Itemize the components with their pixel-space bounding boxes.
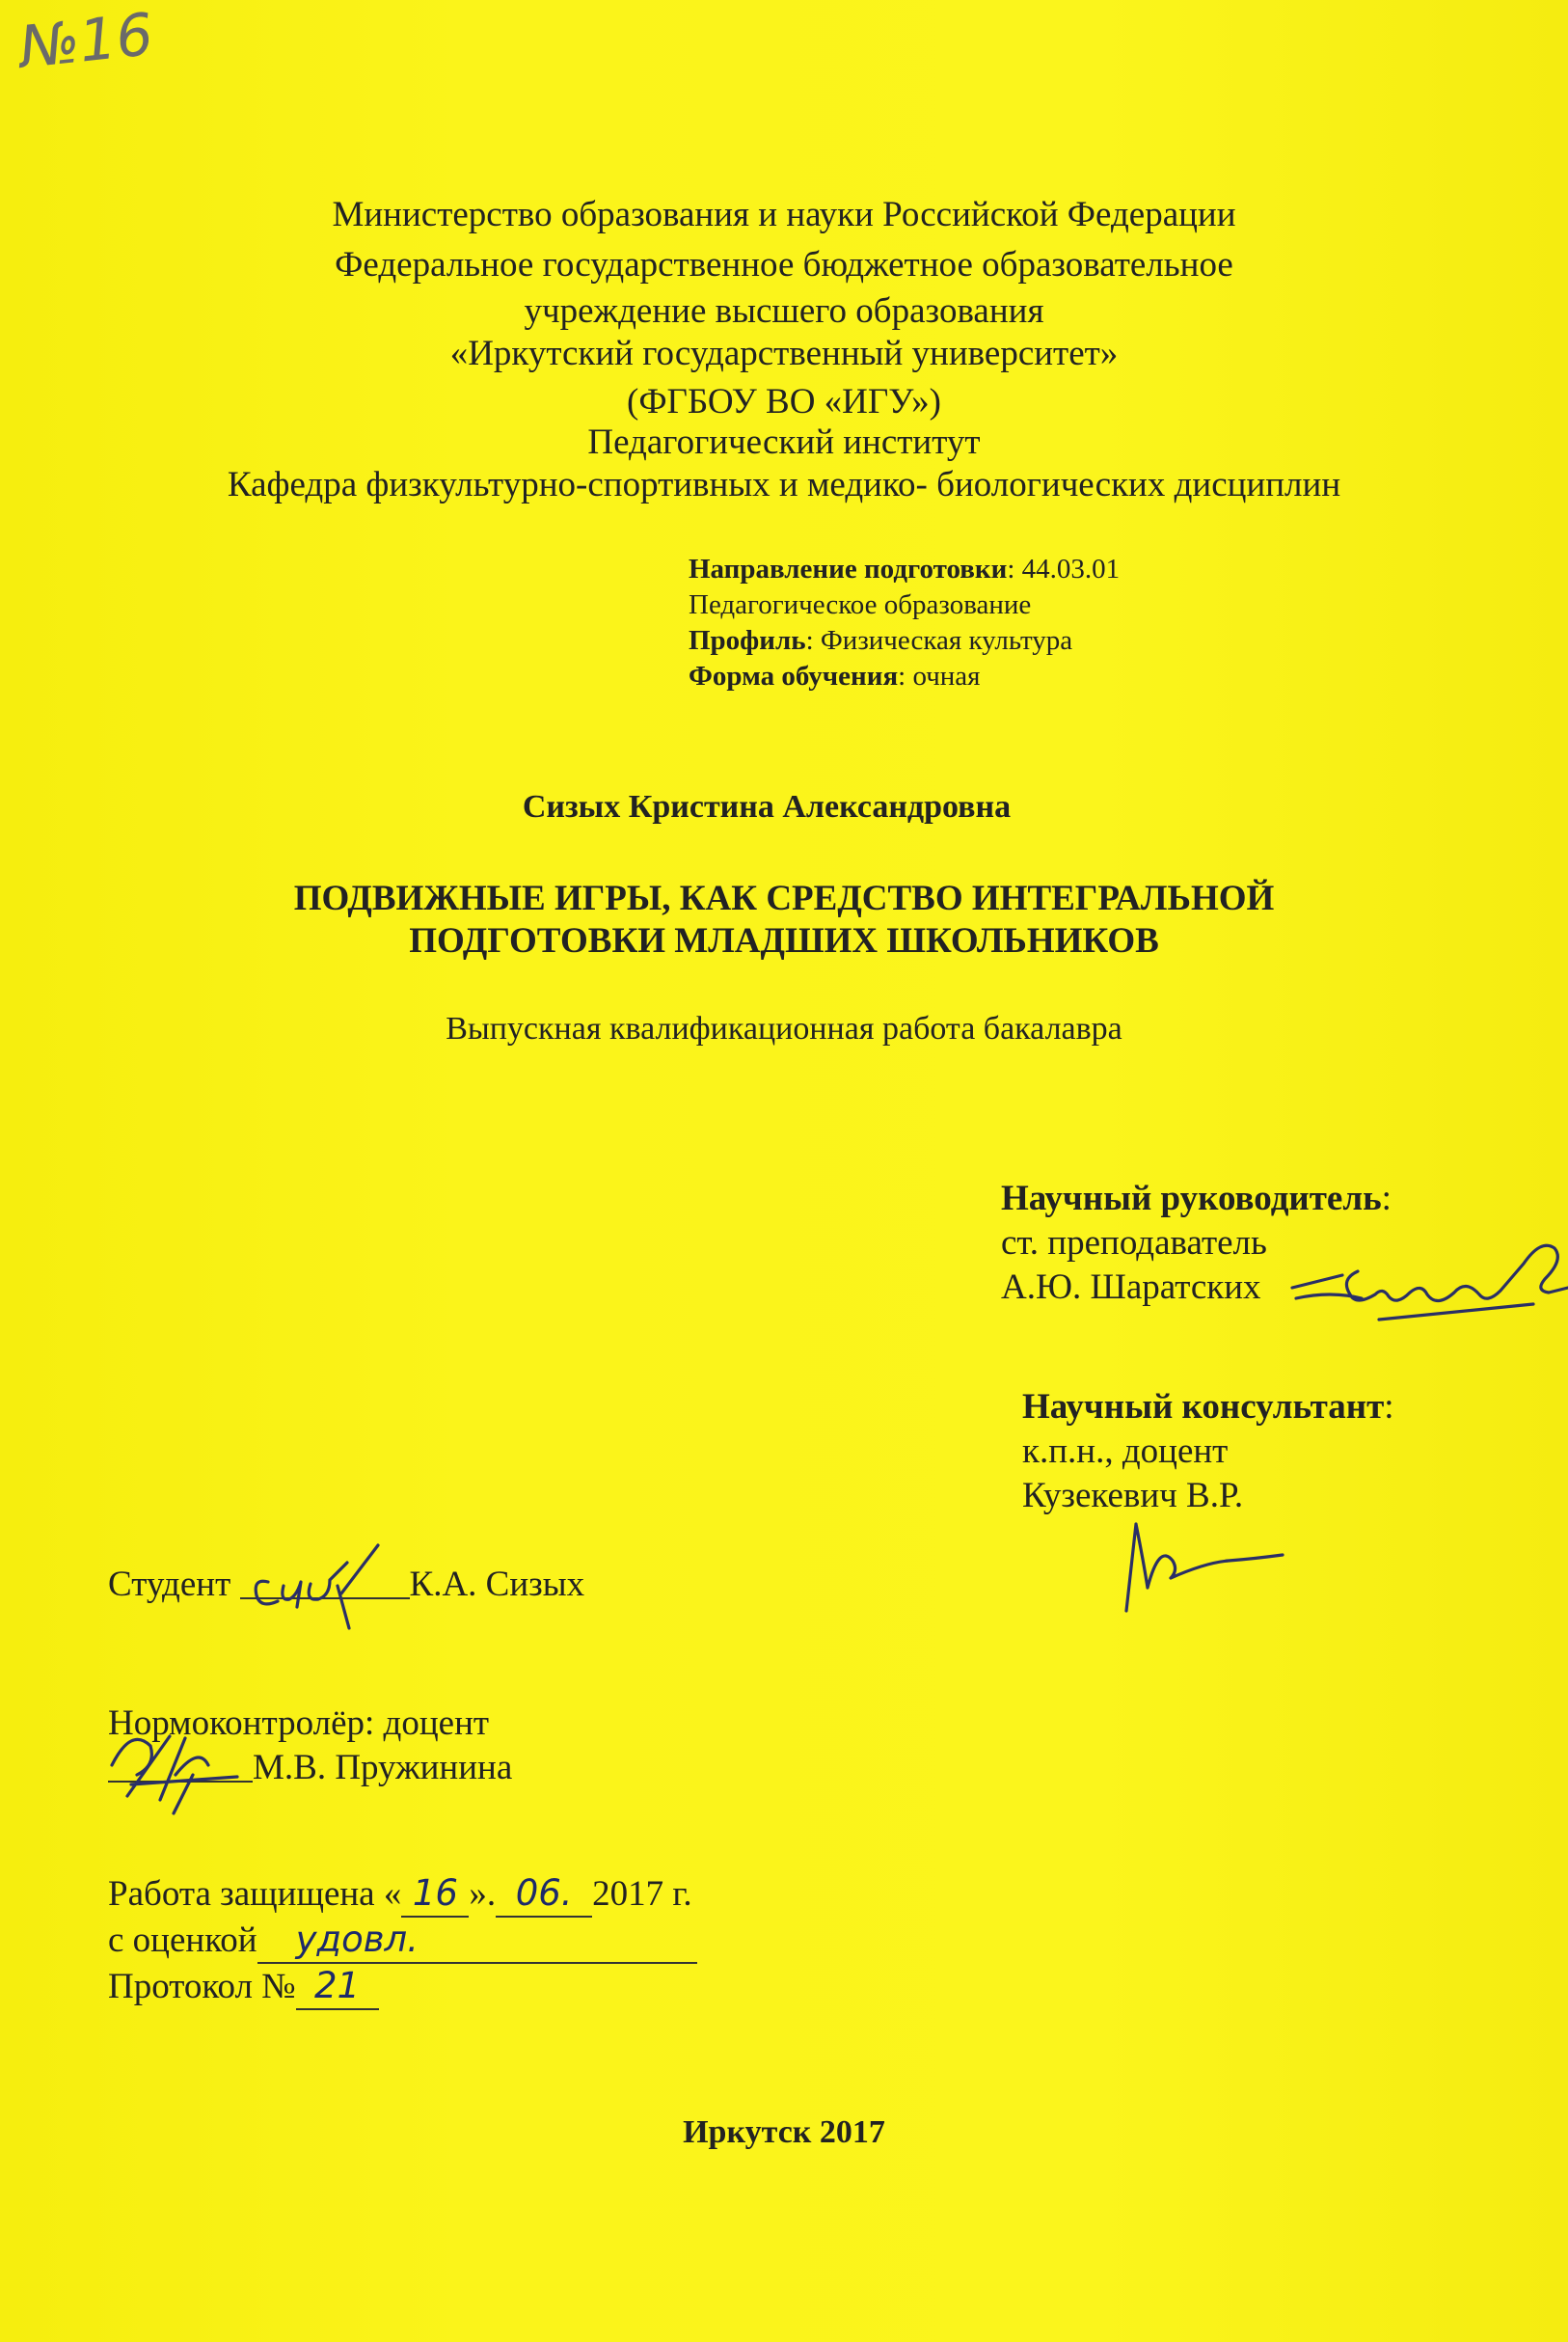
profile-value: : Физическая культура: [805, 625, 1073, 656]
defense-day: 16: [401, 1871, 469, 1918]
normcontrol-signature: [93, 1707, 266, 1823]
student-name: К.А. Сизых: [409, 1565, 585, 1604]
supervisor-heading: [1001, 1177, 1392, 1221]
supervisor-name: А.Ю. Шаратских: [1001, 1267, 1261, 1307]
consultant-position: к.п.н., доцент: [1022, 1431, 1229, 1471]
department-name: Кафедра физкультурно-спортивных и медико- биологических дисциплин: [227, 465, 1341, 504]
thesis-title-line-1: ПОДВИЖНЫЕ ИГРЫ, КАК СРЕДСТВО ИНТЕГРАЛЬНОЙ: [293, 879, 1275, 918]
consultant-name: Кузекевич В.Р.: [1022, 1476, 1244, 1515]
defense-text: Работа защищена «: [108, 1874, 402, 1914]
consultant-colon: :: [1384, 1387, 1394, 1427]
consultant-signature: [1109, 1505, 1292, 1620]
grade-line: [108, 1918, 697, 1964]
grade-value: удовл.: [257, 1918, 697, 1964]
ministry-line: Министерство образования и науки Российской Федерации: [332, 195, 1236, 234]
program-block: [689, 552, 1460, 694]
university-name: «Иркутский государственный университет»: [449, 334, 1119, 373]
profile-label: Профиль: [689, 625, 806, 656]
protocol-number: 21: [296, 1964, 379, 2010]
handwritten-number: №16: [15, 0, 157, 83]
direction-label: Направление подготовки: [689, 554, 1008, 585]
consultant-heading: [1022, 1385, 1394, 1430]
form-label: Форма обучения: [689, 661, 899, 692]
defense-date-line: [108, 1871, 697, 1918]
defense-month: 06.: [496, 1871, 592, 1918]
defense-quote-close: ».: [469, 1874, 497, 1914]
author-name: Сизых Кристина Александровна: [522, 789, 1012, 825]
defense-block: [108, 1871, 697, 2010]
form-line: [689, 659, 1460, 694]
direction-value: : 44.03.01: [1007, 554, 1121, 585]
profile-line: [689, 623, 1460, 659]
thesis-title-line-2: ПОДГОТОВКИ МЛАДШИХ ШКОЛЬНИКОВ: [409, 921, 1159, 961]
protocol-line: [108, 1964, 697, 2010]
student-label: Студент: [108, 1565, 231, 1604]
supervisor-signature: [1283, 1235, 1568, 1341]
university-abbreviation: (ФГБОУ ВО «ИГУ»): [627, 382, 941, 422]
work-type: Выпускная квалификационная работа бакалавра: [446, 1011, 1122, 1047]
supervisor-position: ст. преподаватель: [1001, 1223, 1267, 1263]
consultant-label: Научный консультант: [1022, 1387, 1385, 1427]
institution-line-1: Федеральное государственное бюджетное образовательное: [335, 245, 1233, 285]
institute-name: Педагогический институт: [587, 422, 981, 462]
form-value: : очная: [898, 661, 981, 692]
supervisor-label: Научный руководитель: [1001, 1179, 1382, 1218]
protocol-label: Протокол №: [108, 1967, 296, 2006]
student-signature: [241, 1524, 434, 1630]
direction-line: [689, 552, 1460, 587]
consultant-block: [1022, 1385, 1394, 1518]
supervisor-colon: :: [1381, 1179, 1392, 1218]
direction-name: Педагогическое образование: [689, 589, 1032, 620]
defense-year: 2017 г.: [592, 1874, 692, 1914]
normcontrol-label: Нормоконтролёр: доцент: [108, 1703, 490, 1743]
institution-line-2: учреждение высшего образования: [524, 291, 1044, 331]
normcontrol-name: М.В. Пружинина: [253, 1748, 513, 1787]
city-year: Иркутск 2017: [683, 2114, 885, 2150]
grade-label: с оценкой: [108, 1920, 257, 1960]
